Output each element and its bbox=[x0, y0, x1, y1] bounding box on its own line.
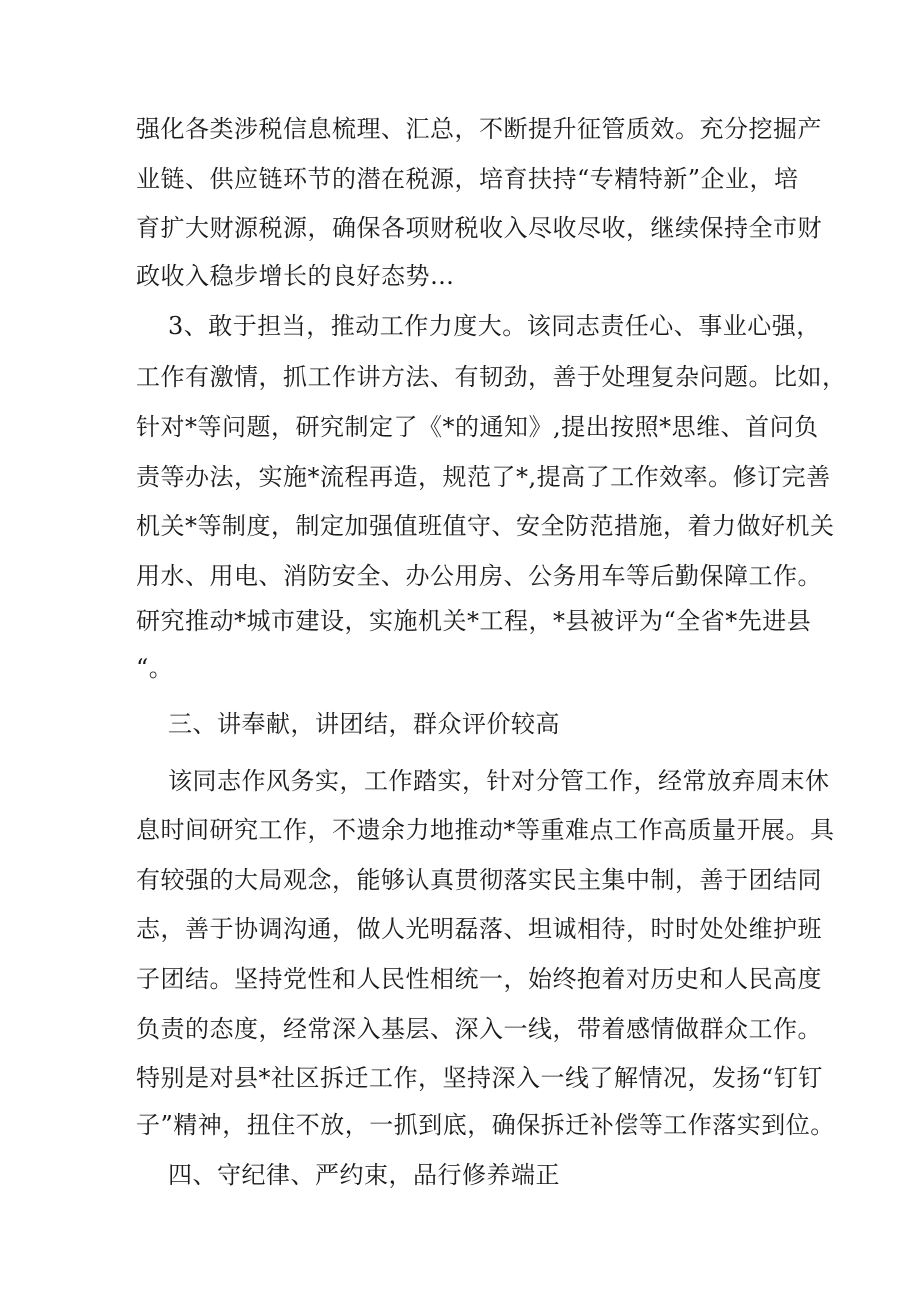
body-text-line: 负责的态度，经常深入基层、深入一线，带着感情做群众工作。 bbox=[136, 1015, 822, 1043]
body-text-line: 政收入稳步增长的良好态势… bbox=[136, 262, 455, 290]
body-text-line: 用水、用电、消防安全、办公用房、公务用车等后勤保障工作。 bbox=[136, 562, 822, 590]
body-text-line: 业链、供应链环节的潜在税源，培育扶持“专精特新”企业，培 bbox=[136, 165, 799, 193]
body-text-line: 志，善于协调沟通，做人光明磊落、坦诚相待，时时处处维护班 bbox=[136, 915, 822, 943]
paragraph-first-line: 3、敢于担当，推动工作力度大。该同志责任心、事业心强， bbox=[168, 312, 821, 340]
body-text-line: 研究推动*城市建设，实施机关*工程，*县被评为“全省*先进县 bbox=[136, 607, 812, 635]
body-text-line: 有较强的大局观念，能够认真贯彻落实民主集中制，善于团结同 bbox=[136, 866, 822, 894]
body-text-line: 息时间研究工作，不遗余力地推动*等重难点工作高质量开展。具 bbox=[136, 816, 835, 844]
body-text-line: 机关*等制度，制定加强值班值守、安全防范措施，着力做好机关 bbox=[136, 512, 835, 540]
body-text-line: 子”精神，扭住不放，一抓到底，确保拆迁补偿等工作落实到位。 bbox=[136, 1111, 835, 1139]
body-text-line: 子团结。坚持党性和人民性相统一，始终抱着对历史和人民高度 bbox=[136, 965, 822, 993]
body-text-line: 责等办法，实施*流程再造，规范了*,提高了工作效率。修订完善 bbox=[136, 463, 831, 491]
section-heading: 四、守纪律、严约束，品行修养端正 bbox=[168, 1161, 560, 1189]
paragraph-first-line: 该同志作风务实，工作踏实，针对分管工作，经常放弃周末休 bbox=[168, 767, 830, 795]
body-text-line: 育扩大财源税源，确保各项财税收入尽收尽收，继续保持全市财 bbox=[136, 214, 822, 242]
body-text-line: 针对*等问题，研究制定了《*的通知》,提出按照*思维、首问负 bbox=[136, 413, 819, 441]
body-text-line: 工作有激情，抓工作讲方法、有韧劲，善于处理复杂问题。比如， bbox=[136, 363, 847, 391]
body-text-line: “。 bbox=[136, 654, 174, 682]
section-heading: 三、讲奉献，讲团结，群众评价较高 bbox=[168, 710, 560, 738]
body-text-line: 特别是对县*社区拆迁工作，坚持深入一线了解情况，发扬“钉钉 bbox=[136, 1064, 823, 1092]
body-text-line: 强化各类涉税信息梳理、汇总，不断提升征管质效。充分挖掘产 bbox=[136, 115, 822, 143]
